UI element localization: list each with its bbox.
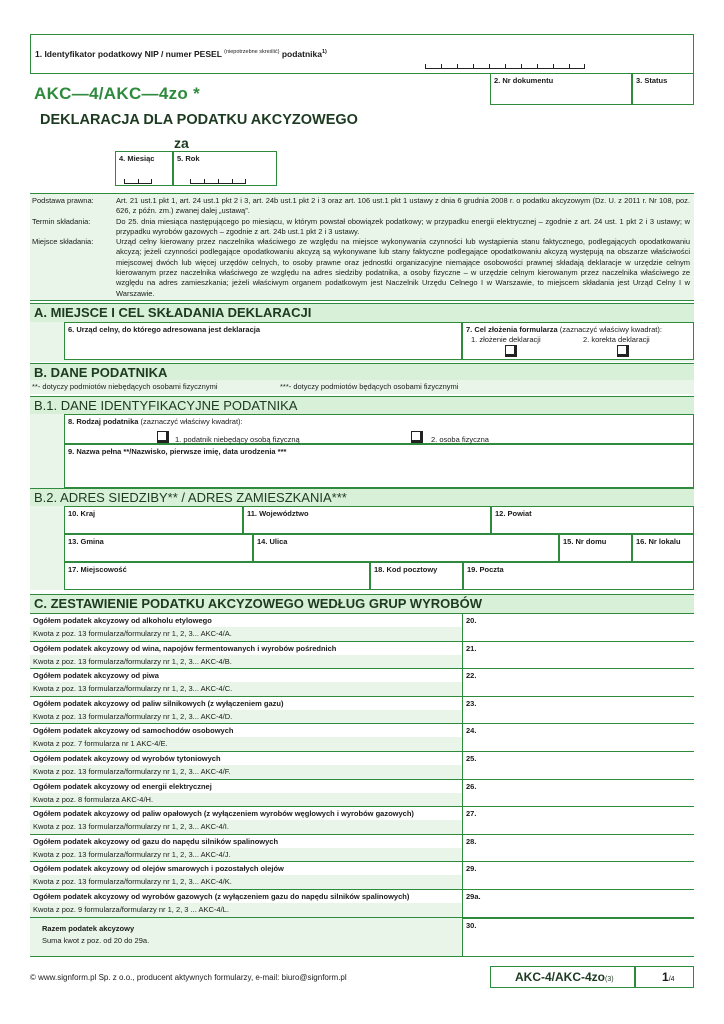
tax-row	[30, 751, 694, 779]
section-b-title: B. DANE PODATNIKA	[30, 363, 694, 383]
year-field[interactable]	[173, 151, 277, 186]
purpose-opt1-label: 1. złożenie deklaracji	[471, 335, 541, 344]
purpose-label: 7. Cel złożenia formularza (zaznaczyć właściwy kwadrat):	[466, 325, 662, 334]
voivodeship-field[interactable]	[243, 506, 491, 534]
city-field[interactable]	[64, 562, 370, 590]
postal-code-field[interactable]	[370, 562, 463, 590]
tax-row-label: Ogółem podatek akcyzowy od wina, napojów fermentowanych i wyrobów pośrednich	[30, 642, 462, 655]
apartment-number-field[interactable]	[632, 534, 694, 562]
doc-number-label: 2. Nr dokumentu	[494, 76, 554, 85]
tax-row-source: Kwota z poz. 13 formularza/formularzy nr 1, 2, 3... AKC-4/D.	[30, 710, 462, 725]
footer-form-code-box	[490, 966, 635, 988]
tax-row	[30, 696, 694, 724]
tax-row-label: Ogółem podatek akcyzowy od olejów smarowych i pozostałych olejów	[30, 862, 462, 875]
tax-row	[30, 806, 694, 834]
tax-row-number: 28.	[466, 836, 477, 846]
county-field[interactable]	[491, 506, 694, 534]
form-code: AKC—4/AKC—4zo *	[34, 84, 201, 103]
full-name-label: 9. Nazwa pełna **/Nazwisko, pierwsze imię, data urodzenia ***	[68, 447, 287, 456]
section-a-title: A. MIEJSCE I CEL SKŁADANIA DEKLARACJI	[30, 303, 694, 323]
section-b2-title: B.2. ADRES SIEDZIBY** / ADRES ZAMIESZKANIA***	[30, 488, 694, 508]
section-c-title: C. ZESTAWIENIE PODATKU AKCYZOWEGO WEDŁUG GRUP WYROBÓW	[30, 594, 694, 614]
tax-row-amount-field[interactable]	[462, 724, 694, 751]
total-left	[30, 918, 462, 956]
tax-row-description	[30, 697, 462, 724]
legal-text: Art. 21 ust.1 pkt 1, art. 24 ust.1 pkt 2 i 3, art. 24b ust.1 pkt 2 i 3 oraz art. 106 ust.1 pkt 1 ustawy z dnia 6 grudnia 2008 r. o podatku akcyzowym (Dz. U. z 2011 r. Nr 108, poz. 626, z późn. zm.) zwanej dalej „ustawą”. Do 25. dnia miesiąca następującego po miesiącu, w którym powstał obowiązek podatkowy; w przypadku energii elektrycznej – zgodnie z art. 24 ust. 1 pkt 2 i 3 ustawy; w przypadku wyrobów gazowych – zgodnie z art. 24b ust.1 pkt 2 i 3 ustawy. Urząd celny kierowany przez naczelnika właściwego ze względu na miejsce wykonywania czynności lub wystąpienia stanu faktycznego, podlegających opodatkowaniu akcyzą; jeżeli czynności podlegające opodatkowaniu akcyzą są wykonywane lub stany faktyczne podlegające opodatkowaniu akcyzą występują na obszarze właściwości miejscowej dwóch lub więcej urzędów celnych, to osoby prawne oraz jednostki organizacyjne niemające osobowości prawnej składają deklaracje w urzędzie celnym kierowanym przez naczelnika właściwego ze względu na adres siedziby podatnika, a osoby fizyczne – w urzędzie celnym kierowanym przez naczelnika właściwego ze względu na adres zamieszkania; jeżeli właściwym organem podatkowym jest Naczelnik Urzędu Celnego I w Warszawie, to miejscem składania jest Urząd Celny I w Warszawie.	[116, 196, 690, 298]
section-b-notes	[30, 380, 694, 394]
purpose-opt2-label: 2. korekta deklaracji	[583, 335, 650, 344]
section-b1-title: B.1. DANE IDENTYFIKACYJNE PODATNIKA	[30, 396, 694, 416]
tax-row-description	[30, 642, 462, 669]
tax-row	[30, 889, 694, 917]
taxpayer-type-opt1-checkbox[interactable]	[157, 431, 169, 443]
tax-row-amount-field[interactable]	[462, 807, 694, 834]
tax-row-source: Kwota z poz. 13 formularza/formularzy nr 1, 2, 3... AKC-4/F.	[30, 765, 462, 780]
commune-label: 13. Gmina	[68, 537, 104, 546]
note-legal-entity: **- dotyczy podmiotów niebędących osobami fizycznymi	[32, 382, 218, 391]
tax-row-description	[30, 669, 462, 696]
tax-row	[30, 834, 694, 862]
house-number-field[interactable]	[559, 534, 632, 562]
tax-row-source: Kwota z poz. 9 formularza/formularzy nr 1, 2, 3 ... AKC-4/L.	[30, 903, 462, 918]
county-label: 12. Powiat	[495, 509, 532, 518]
tax-row-amount-field[interactable]	[462, 697, 694, 724]
total-num: 30.	[466, 921, 477, 930]
tax-row-number: 23.	[466, 698, 477, 708]
tax-row-source: Kwota z poz. 13 formularza/formularzy nr 1, 2, 3... AKC-4/J.	[30, 848, 462, 863]
tax-row-source: Kwota z poz. 13 formularza/formularzy nr 1, 2, 3... AKC-4/A.	[30, 627, 462, 642]
legal-label-deadline: Termin składania:	[32, 217, 91, 226]
purpose-field	[462, 322, 694, 360]
tax-row-description	[30, 835, 462, 862]
tax-row-amount-field[interactable]	[462, 752, 694, 779]
taxpayer-type-label: 8. Rodzaj podatnika (zaznaczyć właściwy kwadrat):	[68, 417, 243, 426]
footer-copyright: © www.signform.pl Sp. z o.o., producent aktywnych formularzy, e-mail: biuro@signform.pl	[30, 973, 347, 982]
tax-row-description	[30, 890, 462, 917]
tax-row	[30, 613, 694, 641]
tax-row-description	[30, 752, 462, 779]
city-label: 17. Miejscowość	[68, 565, 127, 574]
note-natural-person: ***- dotyczy podmiotów będących osobami fizycznymi	[280, 382, 459, 391]
tax-row-amount-field[interactable]	[462, 862, 694, 889]
taxpayer-type-opt2-label: 2. osoba fizyczna	[431, 435, 489, 444]
total-row	[30, 917, 694, 957]
total-sub: Suma kwot z poz. od 20 do 29a.	[42, 936, 150, 945]
tax-row-label: Ogółem podatek akcyzowy od wyrobów gazowych (z wyłączeniem gazu do napędu silników spalinowych)	[30, 890, 462, 903]
tax-row	[30, 723, 694, 751]
tax-row-description	[30, 862, 462, 889]
tax-row-amount-field[interactable]	[462, 890, 694, 917]
status-label: 3. Status	[636, 76, 668, 85]
legal-label-basis: Podstawa prawna:	[32, 196, 94, 205]
purpose-opt2-checkbox[interactable]	[617, 345, 629, 357]
tax-row-description	[30, 780, 462, 807]
tax-row	[30, 861, 694, 889]
full-name-field[interactable]	[64, 444, 694, 488]
tax-row-description	[30, 724, 462, 751]
tax-row-number: 29a.	[466, 892, 481, 901]
tax-row-description	[30, 807, 462, 834]
tax-row-label: Ogółem podatek akcyzowy od energii elektrycznej	[30, 780, 462, 793]
tax-row-label: Ogółem podatek akcyzowy od alkoholu etylowego	[30, 614, 462, 627]
tax-row	[30, 779, 694, 807]
customs-office-field[interactable]	[64, 322, 462, 360]
tax-row-number: 27.	[466, 809, 477, 819]
post-office-label: 19. Poczta	[467, 565, 504, 574]
tax-row-label: Ogółem podatek akcyzowy od gazu do napędu silników spalinowych	[30, 835, 462, 848]
voivodeship-label: 11. Województwo	[247, 509, 309, 518]
tax-row-label: Ogółem podatek akcyzowy od samochodów osobowych	[30, 724, 462, 737]
tax-row-number: 21.	[466, 643, 477, 653]
header-box	[30, 34, 694, 74]
tax-row	[30, 641, 694, 669]
customs-office-label: 6. Urząd celny, do którego adresowana jest deklaracja	[68, 325, 261, 334]
footer-form-code: AKC-4/AKC-4zo(3)	[515, 970, 614, 984]
month-label: 4. Miesiąc	[119, 154, 155, 163]
tax-row-source: Kwota z poz. 13 formularza/formularzy nr 1, 2, 3... AKC-4/B.	[30, 655, 462, 670]
taxpayer-type-opt1-label: 1. podatnik niebędący osobą fizyczną	[175, 435, 300, 444]
country-field[interactable]	[64, 506, 243, 534]
tax-row-description	[30, 614, 462, 641]
tax-row-label: Ogółem podatek akcyzowy od piwa	[30, 669, 462, 682]
footer-page-box	[635, 966, 694, 988]
tax-row-amount-field[interactable]	[462, 835, 694, 862]
tax-row-amount-field[interactable]	[462, 669, 694, 696]
country-label: 10. Kraj	[68, 509, 96, 518]
tax-row-source: Kwota z poz. 7 formularza nr 1 AKC-4/E.	[30, 737, 462, 752]
post-office-field[interactable]	[463, 562, 694, 590]
nip-pesel-label: 1. Identyfikator podatkowy NIP / numer PESEL $^{(niepotrzebne skreślić)}$ podatnika$^{1)}$	[35, 49, 327, 59]
tax-row	[30, 668, 694, 696]
street-field[interactable]	[253, 534, 559, 562]
purpose-opt1-checkbox[interactable]	[505, 345, 517, 357]
tax-row-label: Ogółem podatek akcyzowy od paliw silnikowych (z wyłączeniem gazu)	[30, 697, 462, 710]
tax-row-source: Kwota z poz. 13 formularza/formularzy nr 1, 2, 3... AKC-4/I.	[30, 820, 462, 835]
tax-row-source: Kwota z poz. 13 formularza/formularzy nr 1, 2, 3... AKC-4/K.	[30, 875, 462, 890]
tax-row-label: Ogółem podatek akcyzowy od wyrobów tytoniowych	[30, 752, 462, 765]
total-label: Razem podatek akcyzowy	[42, 924, 135, 933]
tax-row-number: 22.	[466, 671, 477, 681]
total-amount-field[interactable]	[462, 918, 694, 957]
legal-block	[30, 193, 694, 301]
apartment-number-label: 16. Nr lokalu	[636, 537, 681, 546]
street-label: 14. Ulica	[257, 537, 288, 546]
house-number-label: 15. Nr domu	[563, 537, 607, 546]
footer-page-number: 1/4	[662, 970, 675, 984]
year-label: 5. Rok	[177, 154, 200, 163]
tax-row-source: Kwota z poz. 13 formularza/formularzy nr 1, 2, 3... AKC-4/C.	[30, 682, 462, 697]
taxpayer-type-field	[64, 414, 694, 444]
tax-row-number: 29.	[466, 864, 477, 874]
form-za: za	[174, 135, 189, 151]
tax-row-number: 24.	[466, 726, 477, 736]
tax-row-number: 20.	[466, 616, 477, 625]
tax-row-number: 26.	[466, 781, 477, 791]
nip-input[interactable]	[425, 61, 585, 69]
tax-row-amount-field[interactable]	[462, 780, 694, 807]
tax-row-label: Ogółem podatek akcyzowy od paliw opałowych (z wyłączeniem wyrobów węglowych i wyrobów gazowych)	[30, 807, 462, 820]
commune-field[interactable]	[64, 534, 253, 562]
tax-row-amount-field[interactable]	[462, 642, 694, 669]
taxpayer-type-opt2-checkbox[interactable]	[411, 431, 423, 443]
tax-row-number: 25.	[466, 754, 477, 763]
form-title: DEKLARACJA DLA PODATKU AKCYZOWEGO	[40, 112, 358, 128]
status-field[interactable]	[632, 73, 694, 105]
legal-label-place: Miejsce składania:	[32, 237, 94, 246]
doc-number-field[interactable]	[490, 73, 632, 105]
postal-code-label: 18. Kod pocztowy	[374, 565, 438, 574]
tax-row-source: Kwota z poz. 8 formularza AKC-4/H.	[30, 793, 462, 808]
month-field[interactable]	[115, 151, 173, 186]
tax-row-amount-field[interactable]	[462, 614, 694, 641]
